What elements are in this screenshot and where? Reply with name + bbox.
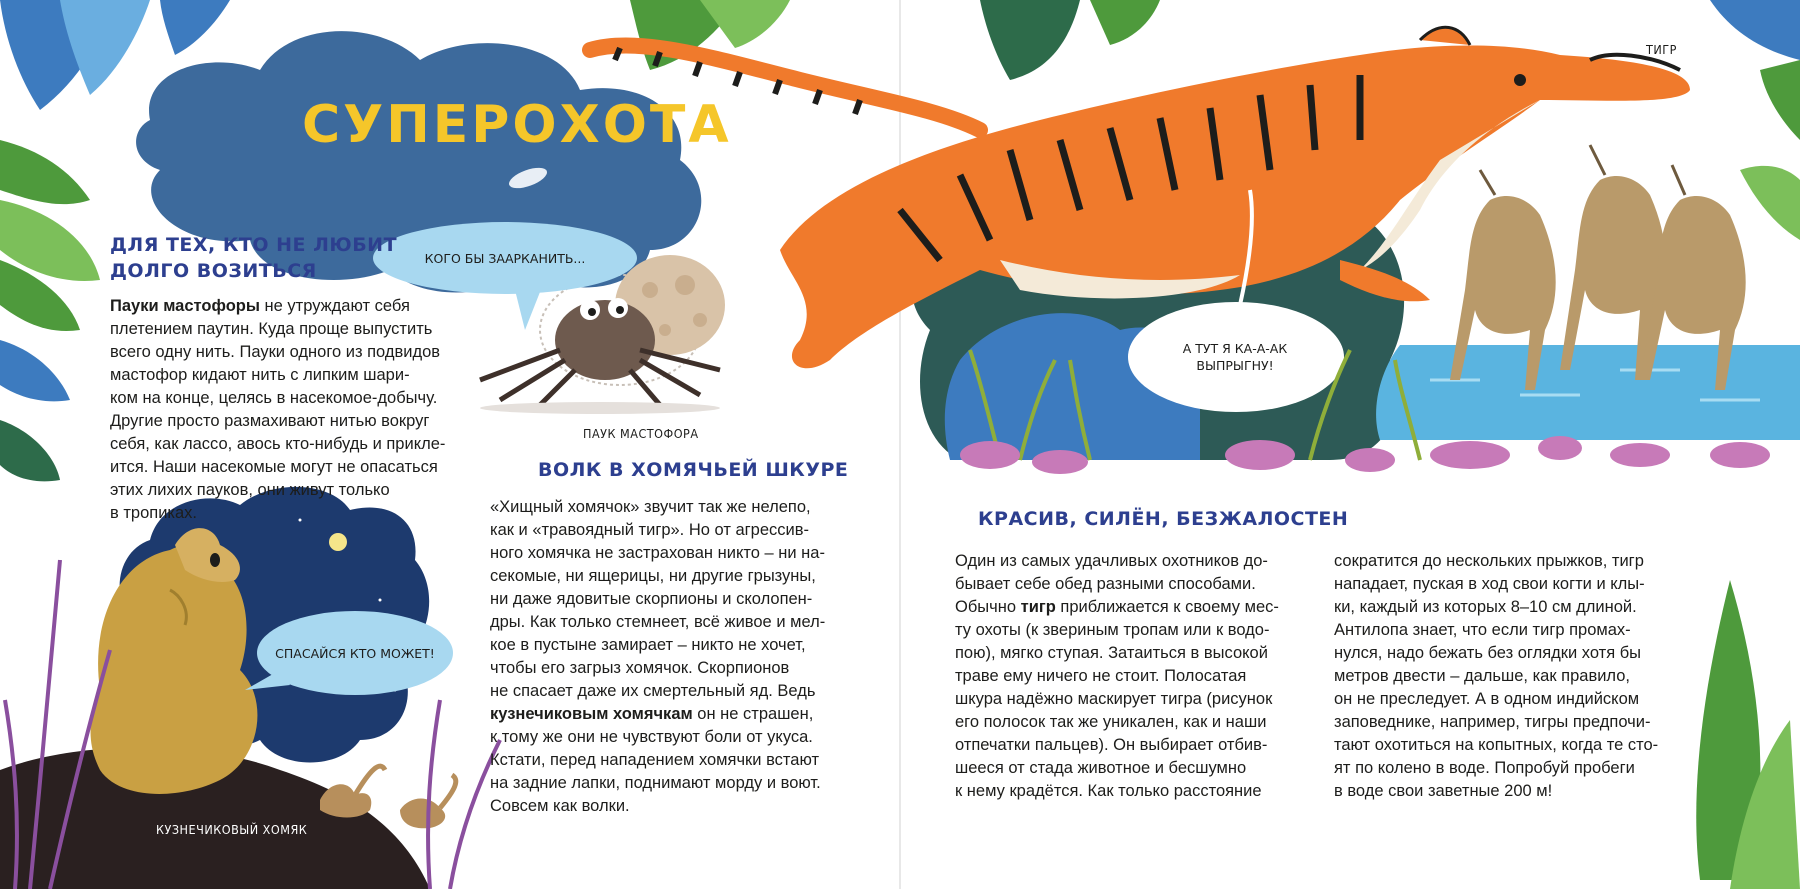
text-line: Другие просто размахивают нитью вокруг (110, 412, 430, 430)
text-line: чтобы его загрыз хомячок. Скорпионов (490, 659, 790, 677)
hamster-paragraph (490, 496, 850, 818)
heading-line: ДЛЯ ТЕХ, КТО НЕ ЛЮБИТ (110, 234, 398, 256)
speech-bubble-tiger (1140, 320, 1330, 394)
spider-paragraph (110, 295, 480, 525)
text-line: Обычно тигр приближается к своему мес- (955, 598, 1279, 616)
section-heading-tiger: КРАСИВ, СИЛЁН, БЕЗЖАЛОСТЕН (978, 508, 1349, 530)
bold-term: Пауки мастофоры (110, 297, 260, 315)
text-line: шееся от стада животное и бесшумно (955, 759, 1247, 777)
text-line: Один из самых удачливых охотников до- (955, 552, 1268, 570)
text-line: заповеднике, например, тигры предпочи- (1334, 713, 1651, 731)
text-line: ту охоты (к звериным тропам или к водо- (955, 621, 1270, 639)
text-line: как и «травоядный тигр». Но от агрессив- (490, 521, 810, 539)
text-line: нулся, надо бежать без оглядки хотя бы (1334, 644, 1642, 662)
text-line: нападает, пуская в ход свои когти и клы- (1334, 575, 1645, 593)
text-line: «Хищный хомячок» звучит так же нелепо, (490, 498, 811, 516)
bold-term: тигр (1020, 598, 1056, 616)
text-line: сократится до нескольких прыжков, тигр (1334, 552, 1644, 570)
text-line: на задние лапки, поднимают морду и воют. (490, 774, 821, 792)
text-line: всего одну нить. Пауки одного из подвидов (110, 343, 441, 361)
text-line: ки, каждый из которых 8–10 см длиной. (1334, 598, 1637, 616)
caption-tiger: ТИГР (1646, 42, 1677, 57)
bold-term: кузнечиковым хомячкам (490, 705, 693, 723)
caption-spider: ПАУК МАСТОФОРА (583, 426, 699, 441)
text-line: себя, как лассо, авось кто-нибудь и прикле- (110, 435, 446, 453)
text-line: дры. Как только стемнеет, всё живое и мел- (490, 613, 826, 631)
text-line: пою), мягко ступая. Затаиться в высокой (955, 644, 1268, 662)
text-line: Кстати, перед нападением хомячки встают (490, 751, 820, 769)
text-line: шкура надёжно маскирует тигра (рисунок (955, 690, 1273, 708)
text-line: метров двести – дальше, как правило, (1334, 667, 1631, 685)
text-line: кузнечиковым хомячкам он не страшен, (490, 705, 814, 723)
bubble-line: А ТУТ Я КА-А-АК (1182, 341, 1288, 356)
text-line: ком на конце, целясь в насекомое-добычу. (110, 389, 438, 407)
text-line: Пауки мастофоры не утруждают себя (110, 297, 410, 315)
bubble-line: ВЫПРЫГНУ! (1196, 358, 1274, 373)
heading-line: ДОЛГО ВОЗИТЬСЯ (110, 260, 317, 282)
text-line: тают охотиться на копытных, когда те сто- (1334, 736, 1659, 754)
text-line: бывает себе обед разными способами. (955, 575, 1256, 593)
text-line: в тропиках. (110, 504, 198, 522)
text-line: к нему крадётся. Как только расстояние (955, 782, 1262, 800)
caption-hamster: КУЗНЕЧИКОВЫЙ ХОМЯК (156, 822, 308, 837)
speech-bubble-spider: КОГО БЫ ЗААРКАНИТЬ... (424, 250, 586, 266)
text-line: он не преследует. А в одном индийском (1334, 690, 1640, 708)
text-line: к тому же они не чувствуют боли от укуса. (490, 728, 813, 746)
text-line: ного хомячка не застрахован никто – ни на- (490, 544, 825, 562)
text-line: этих лихих пауков, они живут только (110, 481, 390, 499)
tiger-paragraph-col2 (1334, 550, 1714, 803)
page-title: СУПЕРОХОТА (302, 95, 732, 155)
text-line: траве ему ничего не стоит. Полосатая (955, 667, 1247, 685)
text-line: его полосок так же уникален, как и наши (955, 713, 1267, 731)
text-line: не спасает даже их смертельный яд. Ведь (490, 682, 816, 700)
text-line: ят по колено в воде. Попробуй пробеги (1334, 759, 1635, 777)
text-line: мастофор кидают нить с липким шари- (110, 366, 410, 384)
text-line: плетением паутин. Куда проще выпустить (110, 320, 433, 338)
section-heading-spider (110, 232, 397, 284)
speech-bubble-hamster: СПАСАЙСЯ КТО МОЖЕТ! (275, 645, 435, 661)
text-line: Совсем как волки. (490, 797, 630, 815)
text-line: отпечатки пальцев). Он выбирает отбив- (955, 736, 1268, 754)
text-line: кое в пустыне замирает – никто не хочет, (490, 636, 806, 654)
text-line: в воде свои заветные 200 м! (1334, 782, 1553, 800)
water (1376, 345, 1800, 440)
text-line: секомые, ни ящерицы, ни другие грызуны, (490, 567, 816, 585)
text-line: Антилопа знает, что если тигр промах- (1334, 621, 1631, 639)
text-line: ни даже ядовитые скорпионы и сколопен- (490, 590, 813, 608)
section-heading-hamster: ВОЛК В ХОМЯЧЬЕЙ ШКУРЕ (538, 459, 849, 481)
moon-icon (329, 533, 347, 551)
text-line: ится. Наши насекомые могут не опасаться (110, 458, 438, 476)
tiger-paragraph-col1 (955, 550, 1325, 803)
